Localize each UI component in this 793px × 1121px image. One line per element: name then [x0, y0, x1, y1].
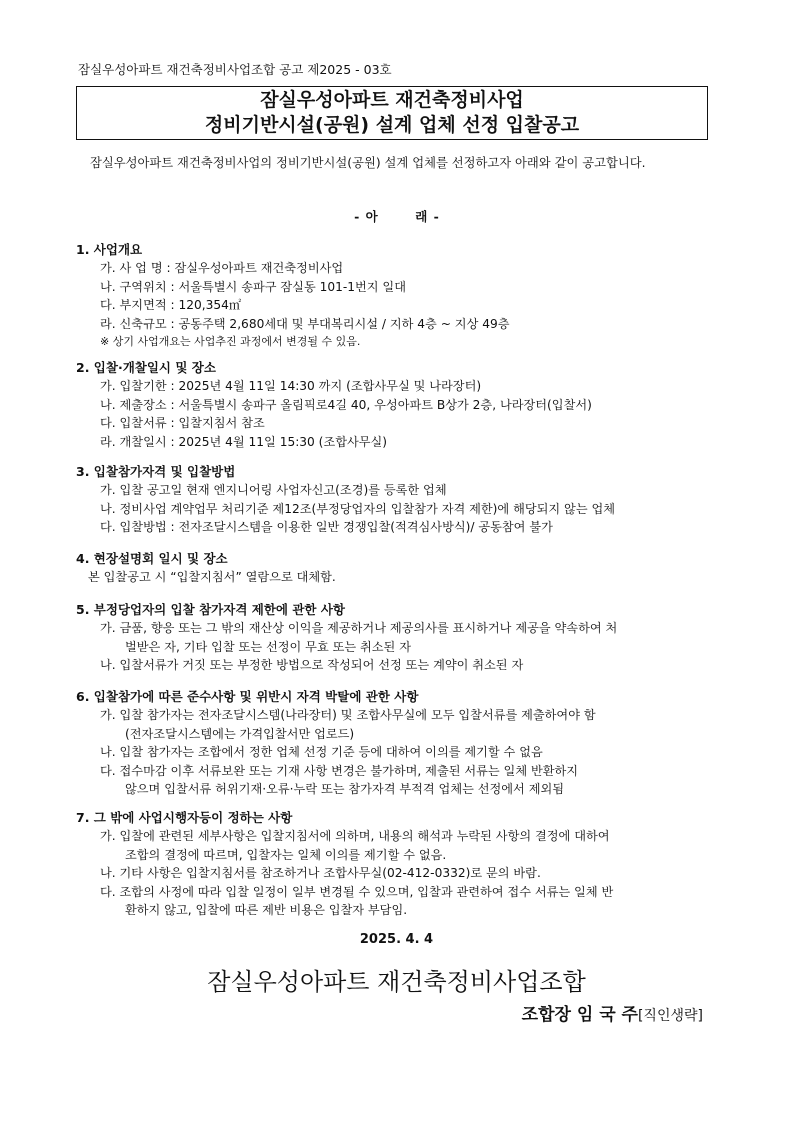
section-line: 가. 입찰에 관련된 세부사항은 입찰지침서에 의하며, 내용의 해석과 누락된 사항의 결정에 대하여: [100, 829, 610, 843]
section-line: 조합의 결정에 따르며, 입찰자는 일체 이의를 제기할 수 없음.: [125, 847, 447, 862]
section-line: 나. 입찰서류가 거짓 또는 부정한 방법으로 작성되어 선정 또는 계약이 취소된 자: [100, 658, 524, 672]
section-line: 다. 부지면적 : 120,354㎡: [100, 298, 242, 312]
section-line: 나. 정비사업 계약업무 처리기준 제12조(부정당업자의 입찰참가 자격 제한)에 해당되지 않는 업체: [100, 501, 616, 516]
section-heading: 1. 사업개요: [76, 242, 143, 257]
section-heading: 3. 입찰참가자격 및 입찰방법: [76, 464, 236, 479]
section-line: 가. 입찰 참가자는 전자조달시스템(나라장터) 및 조합사무실에 모두 입찰서류를 제출하여야 함: [100, 708, 596, 722]
section-line: 나. 구역위치 : 서울특별시 송파구 잠실동 101-1번지 일대: [100, 279, 406, 294]
signature-block: [522, 1000, 703, 1025]
section-line: 다. 조합의 사정에 따라 입찰 일정이 일부 변경될 수 있으며, 입찰과 관련하여 접수 서류는 일체 반: [100, 884, 614, 899]
section-line: 다. 입찰방법 : 전자조달시스템을 이용한 일반 경쟁입찰(적격심사방식)/ 공동참여 불가: [100, 520, 553, 534]
section-line: (전자조달시스템에는 가격입찰서만 업로드): [125, 726, 355, 741]
section-line: 가. 입찰기한 : 2025년 4월 11일 14:30 까지 (조합사무실 및 나라장터): [100, 379, 482, 393]
section-line: 않으며 입찰서류 허위기재·오류·누락 또는 참가자격 부적격 업체는 선정에서 제외됨: [125, 782, 565, 796]
title-box: [76, 86, 708, 140]
section-line: 가. 사 업 명 : 잠실우성아파트 재건축정비사업: [100, 261, 344, 275]
section-heading: 5. 부정당업자의 입찰 참가자격 제한에 관한 사항: [76, 602, 345, 617]
section-heading: 2. 입찰·개찰일시 및 장소: [76, 360, 216, 375]
section-5: [76, 600, 726, 675]
intro-paragraph: 잠실우성아파트 재건축정비사업의 정비기반시설(공원) 설계 업체를 선정하고자 아래와 같이 공고합니다.: [90, 156, 646, 170]
section-6: [76, 687, 726, 799]
section-line: 환하지 않고, 입찰에 따른 제반 비용은 입찰자 부담임.: [125, 903, 408, 917]
section-line: 본 입찰공고 시 “입찰지침서” 열람으로 대체함.: [88, 570, 336, 584]
section-line: 다. 접수마감 이후 서류보완 또는 기재 사항 변경은 불가하며, 제출된 서류는 일체 반환하지: [100, 763, 579, 778]
section-line: 벌받은 자, 기타 입찰 또는 선정이 무효 또는 취소된 자: [125, 639, 411, 654]
section-line: 가. 금품, 향응 또는 그 밖의 재산상 이익을 제공하거나 제공의사를 표시하거나 제공을 약속하여 처: [100, 621, 618, 635]
section-heading: 6. 입찰참가에 따른 준수사항 및 위반시 자격 박탈에 관한 사항: [76, 689, 419, 704]
section-line: 나. 제출장소 : 서울특별시 송파구 올림픽로4길 40, 우성아파트 B상가 2층, 나라장터(입찰서): [100, 397, 592, 412]
section-line: 가. 입찰 공고일 현재 엔지니어링 사업자신고(조경)를 등록한 업체: [100, 483, 447, 497]
seal-note: [직인생략]: [637, 1008, 703, 1024]
notice-date: 2025. 4. 4: [359, 932, 434, 947]
section-line: 다. 입찰서류 : 입찰지침서 참조: [100, 416, 265, 430]
title-line-1: 잠실우성아파트 재건축정비사업: [260, 89, 524, 111]
arae-heading: - 아 래 -: [354, 209, 439, 224]
section-7: [76, 808, 726, 920]
section-heading: 7. 그 밖에 사업시행자등이 정하는 사항: [76, 810, 293, 825]
signatory-name: 조합장 임 국 주: [521, 1005, 638, 1025]
section-note: ※ 상기 사업개요는 사업추진 과정에서 변경될 수 있음.: [100, 335, 361, 348]
section-1: [76, 240, 726, 352]
section-2: [76, 358, 726, 451]
organization-name: 잠실우성아파트 재건축정비사업조합: [207, 968, 586, 996]
section-4: [76, 549, 726, 587]
notice-number: 잠실우성아파트 재건축정비사업조합 공고 제2025 - 03호: [78, 62, 392, 77]
title-line-2: 정비기반시설(공원) 설계 업체 선정 입찰공고: [204, 114, 580, 136]
section-line: 나. 입찰 참가자는 조합에서 정한 업체 선정 기준 등에 대하여 이의를 제기할 수 없음: [100, 745, 543, 759]
section-line: 나. 기타 사항은 입찰지침서를 참조하거나 조합사무실(02-412-0332)로 문의 바람.: [100, 866, 541, 880]
section-line: 라. 신축규모 : 공동주택 2,680세대 및 부대복리시설 / 지하 4층 ~ 지상 49층: [100, 316, 510, 331]
section-line: 라. 개찰일시 : 2025년 4월 11일 15:30 (조합사무실): [100, 434, 388, 449]
section-heading: 4. 현장설명회 일시 및 장소: [76, 551, 228, 566]
section-3: [76, 462, 726, 537]
